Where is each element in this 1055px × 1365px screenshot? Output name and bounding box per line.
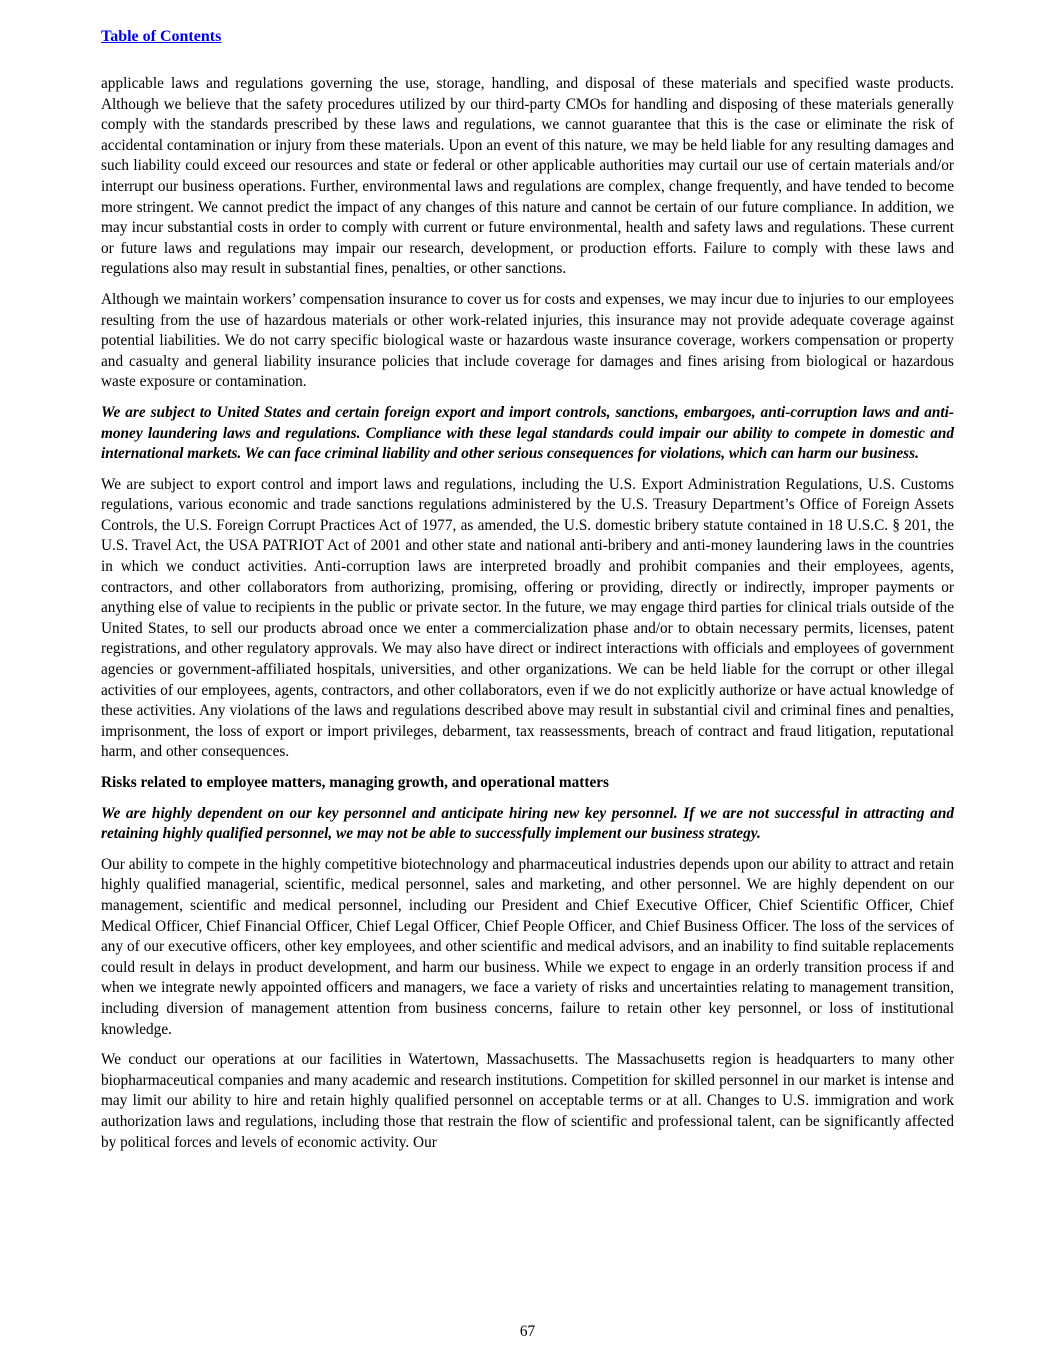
paragraph-export-control-laws: We are subject to export control and import laws and regulations, including the U.S. Export Administration Regulations, U.S. Customs regulations, various economic and trade sanctions regulations administered by the U.S. Treasury Department’s Office of Foreign Assets Controls, the U.S. Foreign Corrupt Practices Act of 1977, as amended, the U.S. domestic bribery statute contained in 18 U.S.C. § 201, the U.S. Travel Act, the USA PATRIOT Act of 2001 and other state and national anti-bribery and anti-money laundering laws in the countries in which we conduct activities. Anti-corruption laws are interpreted broadly and prohibit companies and their employees, agents, contractors, and other collaborators from authorizing, promising, offering or providing, directly or indirectly, improper payments or anything else of value to recipients in the public or private sector. In the future, we may engage third parties for clinical trials outside of the United States, to sell our products abroad once we enter a commercialization phase and/or to obtain necessary permits, licenses, patent registrations, and other regulatory approvals. We may also have direct or indirect interactions with officials and employees of government agencies or government-affiliated hospitals, universities, and other organizations. We can be held liable for the corrupt or other illegal activities of our employees, agents, contractors, and other collaborators, even if we do not explicitly authorize or have actual knowledge of these activities. Any violations of the laws and regulations described above may result in substantial civil and criminal fines and penalties, imprisonment, the loss of export or import privileges, debarment, tax reassessments, breach of contract and fraud litigation, reputational harm, and other consequences. bbox=[101, 475, 954, 761]
risk-heading-export-controls: We are subject to United States and certain foreign export and import controls, sanctions, embargoes, anti-corruption laws and anti-money laundering laws and regulations. Compliance with these legal standards could impair our ability to compete in domestic and international markets. We can face criminal liability and other serious consequences for violations, which can harm our business. bbox=[101, 403, 954, 463]
document-page bbox=[101, 26, 954, 1163]
paragraph-watertown-operations: We conduct our operations at our facilities in Watertown, Massachusetts. The Massachusetts region is headquarters to many other biopharmaceutical companies and many academic and research institutions. Competition for skilled personnel in our market is intense and may limit our ability to hire and retain highly qualified personnel on acceptable terms or at all. Changes to U.S. immigration and work authorization laws and regulations, including those that restrain the flow of scientific and professional talent, can be significantly affected by political forces and levels of economic activity. Our bbox=[101, 1051, 954, 1151]
risk-heading-key-personnel: We are highly dependent on our key personnel and anticipate hiring new key personnel. If we are not successful in attracting and retaining highly qualified personnel, we may not be able to successfully implement our business strategy. bbox=[101, 804, 954, 843]
paragraph-workers-compensation: Although we maintain workers’ compensation insurance to cover us for costs and expenses, we may incur due to injuries to our employees resulting from the use of hazardous materials or other work-related injuries, this insurance may not provide adequate coverage against potential liabilities. We do not carry specific biological waste or hazardous waste insurance coverage, workers compensation or property and casualty and general liability insurance policies that include coverage for damages and fines arising from biological or hazardous waste exposure or contamination. bbox=[101, 290, 954, 391]
paragraph-ability-to-compete: Our ability to compete in the highly competitive biotechnology and pharmaceutical industries depends upon our ability to attract and retain highly qualified managerial, scientific, medical personnel, sales and marketing, and other personnel. We are highly dependent on our management, scientific and medical personnel, including our President and Chief Executive Officer, Chief Scientific Officer, Chief Medical Officer, Chief Financial Officer, Chief Legal Officer, Chief People Officer, and Chief Business Officer. The loss of the services of any of our executive officers, other key employees, and other scientific and medical advisors, and an inability to find suitable replacements could result in delays in product development, and harm our business. While we expect to engage in an orderly transition process if and when we integrate newly appointed officers and managers, we face a variety of risks and uncertainties relating to management transition, including diversion of management attention from business concerns, failure to retain other key personnel, or loss of institutional knowledge. bbox=[101, 855, 954, 1038]
section-heading-employee-matters: Risks related to employee matters, managing growth, and operational matters bbox=[101, 774, 610, 791]
paragraph-hazardous-materials: applicable laws and regulations governing the use, storage, handling, and disposal of these materials and specified waste products. Although we believe that the safety procedures utilized by our third-party CMOs for handling and disposing of these materials generally comply with the standards prescribed by these laws and regulations, we cannot guarantee that this is the case or eliminate the risk of accidental contamination or injury from these materials. Upon an event of this nature, we may be held liable for any resulting damages and such liability could exceed our resources and state or federal or other applicable authorities may curtail our use of certain materials and/or interrupt our business operations. Further, environmental laws and regulations are complex, change frequently, and have tended to become more stringent. We cannot predict the impact of any changes of this nature and cannot be certain of our future compliance. In addition, we may incur substantial costs in order to comply with current or future environmental, health and safety laws and regulations. These current or future laws and regulations may impair our research, development, or production efforts. Failure to comply with these laws and regulations also may result in substantial fines, penalties, or other sanctions. bbox=[101, 75, 954, 278]
table-of-contents-link[interactable]: Table of Contents bbox=[101, 28, 222, 45]
document-body bbox=[101, 74, 954, 1153]
page-number: 67 bbox=[519, 1323, 536, 1340]
